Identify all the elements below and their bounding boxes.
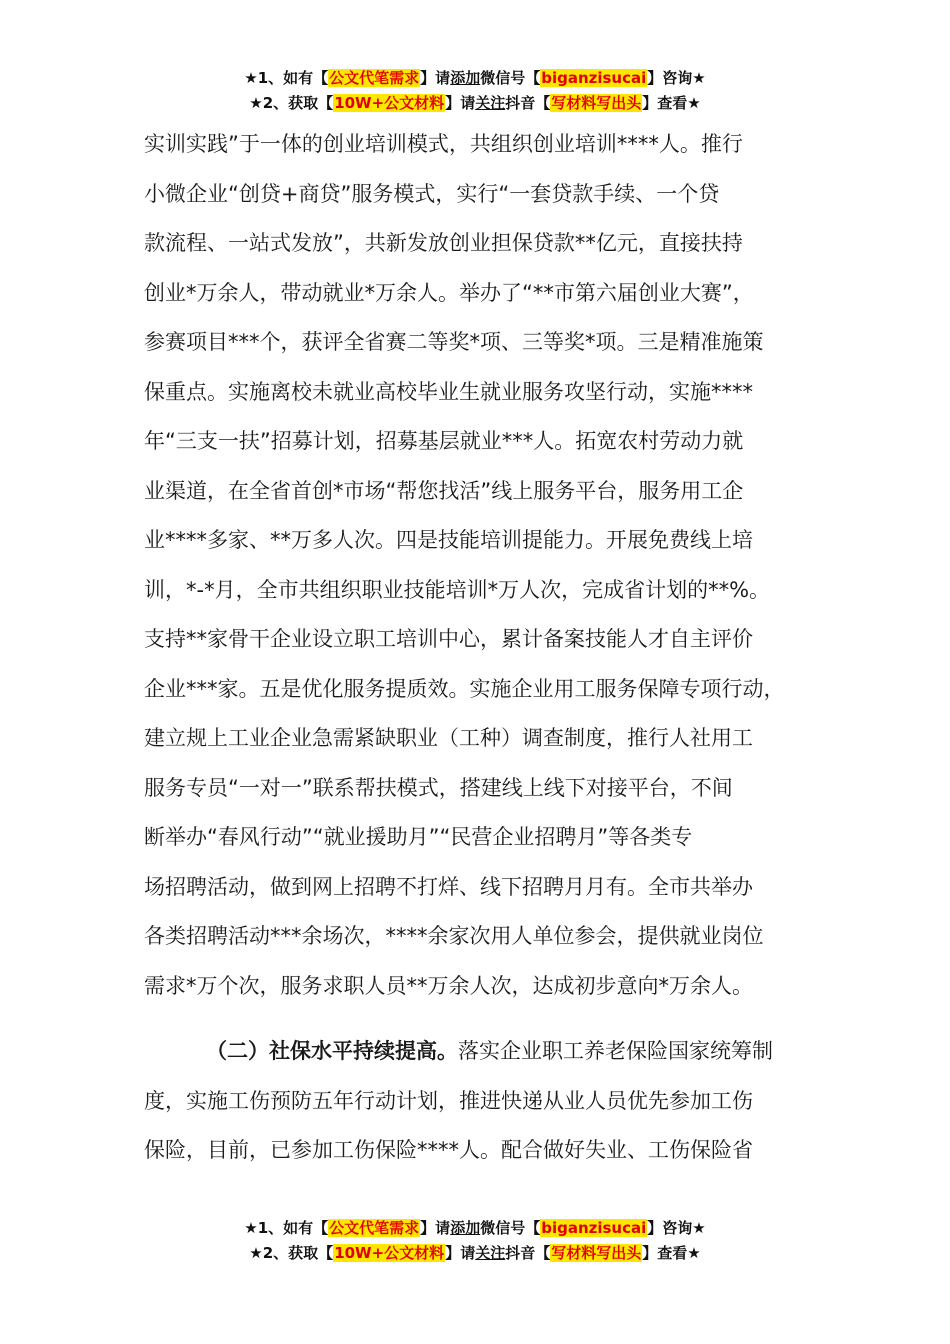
banner-douyin-name: 写材料写出头	[551, 1244, 642, 1262]
banner-underlined: 添加	[450, 1219, 481, 1237]
text-line: 需求*万个次，服务求职人员**万余人次，达成初步意向*万余人。	[144, 973, 753, 998]
bottom-banner	[0, 1216, 950, 1266]
banner-wechat-id: biganzisucai	[541, 69, 647, 87]
banner-text: 】查看★	[642, 1244, 701, 1262]
text-line: 支持**家骨干企业设立职工培训中心，累计备案技能人才自主评价	[144, 627, 753, 651]
banner-underlined: 关注	[475, 1244, 506, 1262]
banner-line-1	[0, 1216, 950, 1241]
banner-text: 】请	[445, 94, 476, 112]
banner-underlined: 添加	[450, 69, 481, 87]
top-banner	[0, 66, 950, 116]
banner-text: ★1、如有【	[244, 1219, 329, 1237]
text-line: 训，*-*月，全市共组织职业技能培训*万人次，完成省计划的**%。	[144, 577, 771, 602]
section-heading: （二）社保水平持续提高。	[206, 1039, 458, 1063]
banner-text: 抖音【	[505, 94, 551, 112]
text-line: 服务专员“一对一”联系帮扶模式，搭建线上线下对接平台，不间	[144, 775, 733, 800]
document-body	[144, 120, 824, 1176]
banner-line-1	[0, 66, 950, 91]
banner-text: 微信号【	[480, 69, 541, 87]
banner-text: 抖音【	[505, 1244, 551, 1262]
banner-text: 】请	[420, 1219, 451, 1237]
banner-highlight: 公文代笔需求	[329, 69, 420, 87]
text-line: 年“三支一扶”招募计划，招募基层就业***人。拓宽农村劳动力就	[144, 429, 744, 453]
text-line: 参赛项目***个，获评全省赛二等奖*项、三等奖*项。三是精准施策	[144, 330, 764, 354]
banner-highlight: 10W+公文材料	[334, 94, 445, 112]
banner-highlight: 公文代笔需求	[329, 1219, 420, 1237]
text-line: 业渠道，在全省首创*市场“帮您找活”线上服务平台，服务用工企	[144, 478, 744, 503]
text-line: 实训实践”于一体的创业培训模式，共组织创业培训****人。推行	[144, 132, 743, 156]
banner-text: 】查看★	[642, 94, 701, 112]
text-line: 保重点。实施离校未就业高校毕业生就业服务攻坚行动，实施****	[144, 379, 753, 404]
text-line: 度，实施工伤预防五年行动计划，推进快递从业人员优先参加工伤	[144, 1088, 753, 1113]
text-line: 小微企业“创贷+商贷”服务模式，实行“一套贷款手续、一个贷	[144, 181, 720, 206]
banner-text: ★2、获取【	[249, 94, 334, 112]
text-line: 场招聘活动，做到网上招聘不打烊、线下招聘月月有。全市共举办	[144, 874, 753, 899]
paragraph-2	[144, 1027, 824, 1176]
banner-text: 】咨询★	[647, 69, 706, 87]
text-line: 各类招聘活动***余场次，****余家次用人单位参会，提供就业岗位	[144, 924, 764, 948]
paragraph-1	[144, 120, 824, 1011]
banner-text: 微信号【	[480, 1219, 541, 1237]
text-line: 企业***家。五是优化服务提质效。实施企业用工服务保障专项行动，	[144, 676, 785, 701]
banner-text: ★2、获取【	[249, 1244, 334, 1262]
section-text: 落实企业职工养老保险国家统筹制	[458, 1039, 773, 1063]
text-line: 业****多家、**万多人次。四是技能培训提能力。开展免费线上培	[144, 528, 753, 552]
banner-highlight: 10W+公文材料	[334, 1244, 445, 1262]
text-line: 建立规上工业企业急需紧缺职业（工种）调查制度，推行人社用工	[144, 726, 753, 750]
banner-douyin-name: 写材料写出头	[551, 94, 642, 112]
banner-underlined: 关注	[475, 94, 506, 112]
banner-line-2	[0, 1241, 950, 1266]
banner-text: ★1、如有【	[244, 69, 329, 87]
banner-wechat-id: biganzisucai	[541, 1219, 647, 1237]
text-line: 保险，目前，已参加工伤保险****人。配合做好失业、工伤保险省	[144, 1138, 753, 1162]
text-line	[144, 1027, 824, 1077]
text-line: 款流程、一站式发放”，共新发放创业担保贷款**亿元，直接扶持	[144, 231, 743, 255]
banner-text: 】咨询★	[647, 1219, 706, 1237]
text-line: 断举办“春风行动”“就业援助月”“民营企业招聘月”等各类专	[144, 825, 693, 849]
banner-text: 】请	[420, 69, 451, 87]
text-line: 创业*万余人，带动就业*万余人。举办了“**市第六届创业大赛”，	[144, 280, 754, 305]
banner-text: 】请	[445, 1244, 476, 1262]
banner-line-2	[0, 91, 950, 116]
